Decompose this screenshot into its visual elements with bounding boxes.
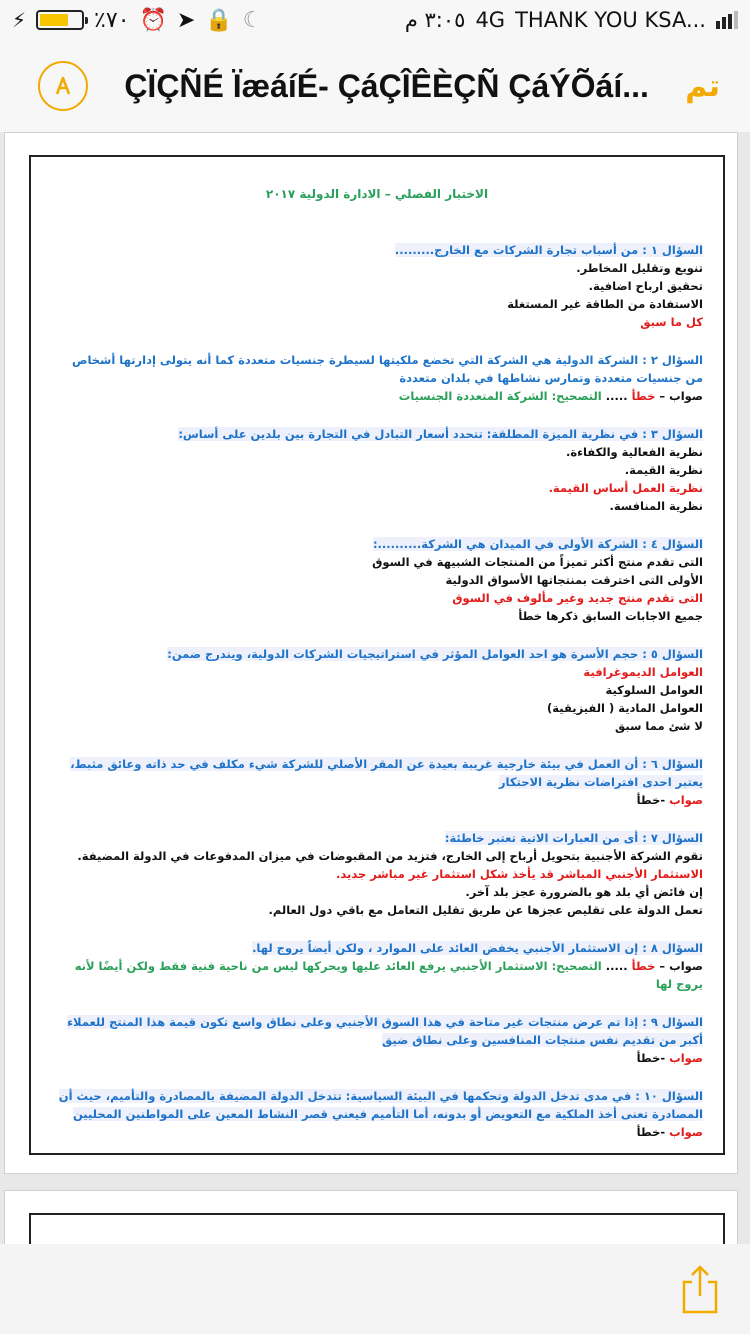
line-text: العوامل الديموغرافية <box>583 665 703 679</box>
line-text: السؤال ١ : من أسباب تجارة الشركات مع الخارج......... <box>394 243 703 257</box>
line-text: السؤال ١٠ : في مدى تدخل الدولة وتحكمها في البيئة السياسية: تتدخل الدولة المضيفة بالمصادرة والتأميم، حيث أن المصادرة تعنى أخذ الملكية مع التعويض أو بدونه، أما التأميم فيعني قصر النشاط المعين على المواطنين المحليين <box>58 1089 703 1121</box>
line-text: تحقيق ارباح اضافية. <box>588 279 703 293</box>
page-border-frame <box>29 1213 725 1244</box>
status-right <box>405 8 738 32</box>
answer-part: خطأ <box>631 959 656 973</box>
answer-part: صواب <box>669 1051 703 1065</box>
answer-part: صواب <box>669 1125 703 1139</box>
question-text <box>51 241 703 259</box>
line-text: إن فائض أي بلد هو بالضرورة عجز بلد آخر. <box>465 885 703 899</box>
answer-option <box>51 791 703 809</box>
question-block <box>51 535 703 625</box>
line-text: السؤال ٤ : الشركة الأولى في الميدان هي الشركة..........: <box>372 537 703 551</box>
answer-option <box>51 479 703 497</box>
question-block <box>51 829 703 919</box>
answer-option <box>51 847 703 865</box>
question-text <box>51 1013 703 1049</box>
question-list <box>51 241 703 1141</box>
answer-option <box>51 497 703 515</box>
answer-option <box>51 295 703 313</box>
done-button[interactable]: تم <box>685 68 720 104</box>
question-text <box>51 829 703 847</box>
question-text <box>51 645 703 663</box>
question-text <box>51 939 703 957</box>
line-text: السؤال ٧ : أى من العبارات الاتية تعتبر خاطئة: <box>444 831 703 845</box>
document-page <box>4 132 738 1174</box>
document-title: ÇÏÇÑÉ ÏæáíÉ- ÇáÇÎÊÈÇÑ ÇáÝÕáí... <box>124 67 649 104</box>
answer-option <box>51 699 703 717</box>
question-block <box>51 1087 703 1141</box>
line-text: الاستثمار الأجنبي المباشر قد يأخذ شكل استثمار غير مباشر جديد. <box>336 867 703 881</box>
question-block <box>51 755 703 809</box>
line-text: العوامل المادية ( الفيزيقية) <box>547 701 703 715</box>
answer-part: التصحيح: الاستثمار الأجنبي يرفع العائد عليها ويحركها ليس من ناحية فنية فقط ولكن أيضًا لأنه يروج لها <box>74 959 703 991</box>
answer-part: ..... <box>601 959 632 973</box>
question-block <box>51 939 703 993</box>
question-text <box>51 1087 703 1123</box>
question-text <box>51 535 703 553</box>
charging-bolt-icon: ⚡ <box>12 8 27 32</box>
carrier-name: THANK YOU KSA... <box>515 8 706 32</box>
answer-option <box>51 571 703 589</box>
line-text: نظرية الفعالية والكفاءة. <box>565 445 703 459</box>
signal-bars-icon <box>716 11 738 29</box>
question-block <box>51 1013 703 1067</box>
line-text: التى تقدم منتج جديد وغير مألوف في السوق <box>452 591 703 605</box>
question-text <box>51 351 703 387</box>
network-type: 4G <box>475 8 506 32</box>
question-block <box>51 241 703 331</box>
answer-option <box>51 443 703 461</box>
answer-option <box>51 717 703 735</box>
battery-fill <box>40 14 68 26</box>
document-content <box>31 157 723 1141</box>
answer-part: -خطأ <box>636 793 670 807</box>
line-text: نظرية المنافسة. <box>609 499 703 513</box>
exam-title: الاختبار الفصلي – الادارة الدولية ٢٠١٧ <box>265 187 489 201</box>
status-bar <box>0 0 750 40</box>
question-text <box>51 755 703 791</box>
line-text: نظرية العمل أساس القيمة. <box>548 481 703 495</box>
answer-part: التصحيح: الشركة المتعددة الجنسيات <box>398 389 602 403</box>
do-not-disturb-moon-icon: ☾ <box>242 7 263 33</box>
answer-part: -خطأ <box>636 1125 670 1139</box>
answer-option <box>51 663 703 681</box>
answer-option <box>51 681 703 699</box>
line-text: جميع الاجابات السابق ذكرها خطأ <box>518 609 703 623</box>
line-text: نظرية القيمة. <box>624 463 703 477</box>
answer-option <box>51 277 703 295</box>
line-text: تقوم الشركة الأجنبية بتحويل أرباح إلى الخارج، فتزيد من المقبوضات في ميزان المدفوعات في الدولة المضيفة. <box>77 849 703 863</box>
question-block <box>51 351 703 405</box>
line-text: السؤال ٣ : في نظرية الميزة المطلقة: تتحدد أسعار التبادل في التجارة بين بلدين على أساس: <box>178 427 703 441</box>
answer-part: صواب – <box>655 959 703 973</box>
question-text <box>51 425 703 443</box>
line-text: تعمل الدولة على تقليص عجزها عن طريق تقليل التعامل مع باقي دول العالم. <box>268 903 703 917</box>
bottom-toolbar <box>0 1244 750 1334</box>
answer-option <box>51 865 703 883</box>
page-border-frame <box>29 155 725 1155</box>
question-block <box>51 425 703 515</box>
location-arrow-icon: ➤ <box>176 7 196 33</box>
answer-option <box>51 1123 703 1141</box>
status-time: ٣:٠٥ م <box>404 8 466 32</box>
answer-option <box>51 259 703 277</box>
line-text: لا شئ مما سبق <box>615 719 703 733</box>
line-text: كل ما سبق <box>640 315 703 329</box>
markup-pen-button[interactable] <box>38 61 88 111</box>
line-text: السؤال ٩ : إذا تم عرض منتجات غير متاحة في هذا السوق الأجنبي وعلى نطاق واسع تكون قيمة هذا المنتج للعملاء أكبر من تقديم نفس منتجات المنافسين وعلى نطاق ضيق <box>67 1015 703 1047</box>
line-text: التى تقدم منتج أكثر تميزاً من المنتجات الشبيهة في السوق <box>372 555 703 569</box>
alarm-icon: ⏰ <box>139 7 167 33</box>
nav-bar <box>0 40 750 132</box>
answer-part: -خطأ <box>636 1051 670 1065</box>
line-text: السؤال ٢ : الشركة الدولية هي الشركة التي تخضع ملكيتها لسيطرة جنسيات متعددة كما أنه يتولى إدارتها أشخاص من جنسيات متعددة وتمارس نشاطها في بلدان متعددة <box>71 353 703 385</box>
line-text: تنويع وتقليل المخاطر. <box>576 261 703 275</box>
share-icon <box>680 1264 720 1314</box>
question-block <box>51 645 703 735</box>
line-text: الأولى التى اخترقت بمنتجاتها الأسواق الدولية <box>445 573 703 587</box>
line-text: السؤال ٨ : إن الاستثمار الأجنبي يخفض العائد على الموارد ، ولكن أيضاً يروج لها. <box>252 941 703 955</box>
line-text: الاستفادة من الطاقة غير المستغلة <box>507 297 703 311</box>
battery-percent: ٪٧٠ <box>94 7 130 33</box>
document-viewer[interactable] <box>0 132 750 1244</box>
answer-option <box>51 313 703 331</box>
battery-icon <box>36 10 84 30</box>
line-text: السؤال ٥ : حجم الأسرة هو احد العوامل المؤثر في استراتيجيات الشركات الدولية، ويندرج ضمن: <box>167 647 703 661</box>
document-page-2 <box>4 1190 738 1244</box>
markup-pen-icon <box>49 72 77 100</box>
answer-option <box>51 553 703 571</box>
status-left <box>12 8 263 33</box>
answer-option <box>51 589 703 607</box>
answer-option <box>51 1049 703 1067</box>
answer-part: خطأ <box>631 389 656 403</box>
answer-part: صواب – <box>655 389 703 403</box>
answer-option <box>51 387 703 405</box>
answer-option <box>51 461 703 479</box>
answer-part: صواب <box>669 793 703 807</box>
answer-option <box>51 607 703 625</box>
line-text: السؤال ٦ : أن العمل في بيئة خارجية غريبة بعيدة عن المقر الأصلي للشركة شيء مكلف في حد ذاته وعائق مثبط، يعتبر احدى افتراضات نظرية الاحتكار <box>70 757 703 789</box>
rotation-lock-icon: 🔒 <box>205 7 233 33</box>
answer-option <box>51 883 703 901</box>
line-text: العوامل السلوكية <box>605 683 703 697</box>
answer-option <box>51 957 703 993</box>
answer-part: ..... <box>601 389 632 403</box>
answer-option <box>51 901 703 919</box>
share-button[interactable] <box>680 1264 720 1314</box>
